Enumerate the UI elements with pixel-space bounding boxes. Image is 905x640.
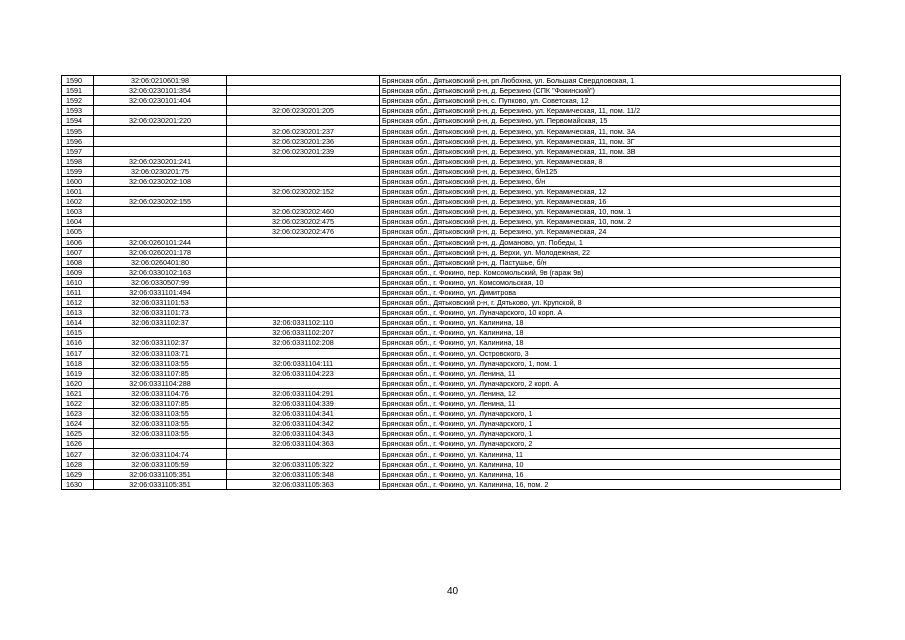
row-number-cell: 1597 bbox=[62, 146, 94, 156]
land-cadastral-number-cell: 32:06:0331103:55 bbox=[94, 358, 227, 368]
address-cell: Брянская обл., г. Фокино, ул. Ленина, 11 bbox=[380, 399, 841, 409]
building-cadastral-number-cell bbox=[227, 247, 380, 257]
table-row bbox=[62, 106, 841, 116]
land-cadastral-number-cell: 32:06:0331101:73 bbox=[94, 308, 227, 318]
land-cadastral-number-cell: 32:06:0331103:55 bbox=[94, 419, 227, 429]
address-cell: Брянская обл., Дятьковский р-н, д. Березино, ул. Керамическая, 24 bbox=[380, 227, 841, 237]
table-row bbox=[62, 96, 841, 106]
building-cadastral-number-cell bbox=[227, 257, 380, 267]
table-row bbox=[62, 247, 841, 257]
row-number-cell: 1626 bbox=[62, 439, 94, 449]
land-cadastral-number-cell: 32:06:0331107:85 bbox=[94, 368, 227, 378]
table-row bbox=[62, 399, 841, 409]
table-row bbox=[62, 388, 841, 398]
address-cell: Брянская обл., г. Фокино, ул. Луначарского, 2 bbox=[380, 439, 841, 449]
address-cell: Брянская обл., Дятьковский р-н, д. Березино, б/н bbox=[380, 176, 841, 186]
row-number-cell: 1591 bbox=[62, 86, 94, 96]
row-number-cell: 1629 bbox=[62, 469, 94, 479]
land-cadastral-number-cell: 32:06:0230202:108 bbox=[94, 176, 227, 186]
land-cadastral-number-cell: 32:06:0331105:59 bbox=[94, 459, 227, 469]
land-cadastral-number-cell: 32:06:0210601:98 bbox=[94, 76, 227, 86]
building-cadastral-number-cell: 32:06:0331105:363 bbox=[227, 479, 380, 489]
row-number-cell: 1607 bbox=[62, 247, 94, 257]
land-cadastral-number-cell: 32:06:0330507:99 bbox=[94, 277, 227, 287]
building-cadastral-number-cell: 32:06:0331104:343 bbox=[227, 429, 380, 439]
table-row bbox=[62, 86, 841, 96]
land-cadastral-number-cell: 32:06:0230101:404 bbox=[94, 96, 227, 106]
land-cadastral-number-cell: 32:06:0230202:155 bbox=[94, 197, 227, 207]
building-cadastral-number-cell: 32:06:0331102:208 bbox=[227, 338, 380, 348]
row-number-cell: 1606 bbox=[62, 237, 94, 247]
building-cadastral-number-cell: 32:06:0331104:341 bbox=[227, 409, 380, 419]
land-cadastral-number-cell: 32:06:0230201:75 bbox=[94, 166, 227, 176]
land-cadastral-number-cell bbox=[94, 106, 227, 116]
table-row bbox=[62, 217, 841, 227]
address-cell: Брянская обл., Дятьковский р-н, д. Березино (СПК "Фокинский") bbox=[380, 86, 841, 96]
land-cadastral-number-cell: 32:06:0331104:74 bbox=[94, 449, 227, 459]
table-row bbox=[62, 328, 841, 338]
table-row bbox=[62, 136, 841, 146]
building-cadastral-number-cell: 32:06:0331104:291 bbox=[227, 388, 380, 398]
table-row bbox=[62, 176, 841, 186]
address-cell: Брянская обл., Дятьковский р-н, д. Березино, ул. Керамическая, 10, пом. 2 bbox=[380, 217, 841, 227]
address-cell: Брянская обл., г. Фокино, ул. Ленина, 11 bbox=[380, 368, 841, 378]
table-row bbox=[62, 378, 841, 388]
table-row bbox=[62, 449, 841, 459]
address-cell: Брянская обл., Дятьковский р-н, д. Березино, б/н125 bbox=[380, 166, 841, 176]
row-number-cell: 1600 bbox=[62, 176, 94, 186]
row-number-cell: 1630 bbox=[62, 479, 94, 489]
land-cadastral-number-cell: 32:06:0330102:163 bbox=[94, 267, 227, 277]
land-cadastral-number-cell: 32:06:0331103:71 bbox=[94, 348, 227, 358]
land-cadastral-number-cell: 32:06:0331105:351 bbox=[94, 479, 227, 489]
table-row bbox=[62, 469, 841, 479]
land-cadastral-number-cell bbox=[94, 136, 227, 146]
building-cadastral-number-cell bbox=[227, 378, 380, 388]
land-cadastral-number-cell bbox=[94, 146, 227, 156]
land-cadastral-number-cell bbox=[94, 227, 227, 237]
address-cell: Брянская обл., г. Фокино, ул. Луначарского, 1 bbox=[380, 429, 841, 439]
table-row bbox=[62, 187, 841, 197]
building-cadastral-number-cell: 32:06:0331104:342 bbox=[227, 419, 380, 429]
table-row bbox=[62, 267, 841, 277]
table-row bbox=[62, 459, 841, 469]
address-cell: Брянская обл., г. Фокино, ул. Калинина, 18 bbox=[380, 338, 841, 348]
land-cadastral-number-cell: 32:06:0331107:85 bbox=[94, 399, 227, 409]
row-number-cell: 1595 bbox=[62, 126, 94, 136]
table-row bbox=[62, 76, 841, 86]
table-row bbox=[62, 368, 841, 378]
address-cell: Брянская обл., г. Фокино, ул. Ленина, 12 bbox=[380, 388, 841, 398]
building-cadastral-number-cell bbox=[227, 237, 380, 247]
row-number-cell: 1602 bbox=[62, 197, 94, 207]
building-cadastral-number-cell: 32:06:0230201:205 bbox=[227, 106, 380, 116]
address-cell: Брянская обл., Дятьковский р-н, д. Березино, ул. Керамическая, 12 bbox=[380, 187, 841, 197]
table-row bbox=[62, 146, 841, 156]
row-number-cell: 1608 bbox=[62, 257, 94, 267]
building-cadastral-number-cell bbox=[227, 449, 380, 459]
land-cadastral-number-cell: 32:06:0331102:37 bbox=[94, 338, 227, 348]
land-cadastral-number-cell: 32:06:0331101:494 bbox=[94, 287, 227, 297]
address-cell: Брянская обл., Дятьковский р-н, д. Березино, ул. Керамическая, 11, пом. 11/2 bbox=[380, 106, 841, 116]
building-cadastral-number-cell: 32:06:0230201:239 bbox=[227, 146, 380, 156]
row-number-cell: 1627 bbox=[62, 449, 94, 459]
building-cadastral-number-cell bbox=[227, 76, 380, 86]
address-cell: Брянская обл., г. Фокино, ул. Калинина, 18 bbox=[380, 318, 841, 328]
table-row bbox=[62, 358, 841, 368]
address-cell: Брянская обл., г. Фокино, пер. Комсомольский, 9в (гараж 9в) bbox=[380, 267, 841, 277]
table-row bbox=[62, 227, 841, 237]
building-cadastral-number-cell bbox=[227, 277, 380, 287]
row-number-cell: 1628 bbox=[62, 459, 94, 469]
row-number-cell: 1604 bbox=[62, 217, 94, 227]
address-cell: Брянская обл., г. Фокино, ул. Калинина, 16 bbox=[380, 469, 841, 479]
land-cadastral-number-cell: 32:06:0331105:351 bbox=[94, 469, 227, 479]
table-row bbox=[62, 166, 841, 176]
table-row bbox=[62, 237, 841, 247]
row-number-cell: 1596 bbox=[62, 136, 94, 146]
address-cell: Брянская обл., г. Фокино, ул. Димитрова bbox=[380, 287, 841, 297]
building-cadastral-number-cell bbox=[227, 287, 380, 297]
land-cadastral-number-cell bbox=[94, 217, 227, 227]
building-cadastral-number-cell bbox=[227, 96, 380, 106]
row-number-cell: 1619 bbox=[62, 368, 94, 378]
table-row bbox=[62, 156, 841, 166]
land-cadastral-number-cell bbox=[94, 328, 227, 338]
table-row bbox=[62, 308, 841, 318]
table-row bbox=[62, 126, 841, 136]
row-number-cell: 1625 bbox=[62, 429, 94, 439]
row-number-cell: 1620 bbox=[62, 378, 94, 388]
building-cadastral-number-cell bbox=[227, 166, 380, 176]
address-cell: Брянская обл., Дятьковский р-н, д. Пастушье, б/н bbox=[380, 257, 841, 267]
address-cell: Брянская обл., Дятьковский р-н, рп Любохна, ул. Большая Свердловская, 1 bbox=[380, 76, 841, 86]
row-number-cell: 1599 bbox=[62, 166, 94, 176]
address-cell: Брянская обл., г. Фокино, ул. Луначарского, 1, пом. 1 bbox=[380, 358, 841, 368]
building-cadastral-number-cell bbox=[227, 267, 380, 277]
building-cadastral-number-cell bbox=[227, 116, 380, 126]
table-row bbox=[62, 439, 841, 449]
land-cadastral-number-cell: 32:06:0230201:241 bbox=[94, 156, 227, 166]
address-cell: Брянская обл., г. Фокино, ул. Островского, 3 bbox=[380, 348, 841, 358]
land-cadastral-number-cell: 32:06:0331103:55 bbox=[94, 409, 227, 419]
row-number-cell: 1594 bbox=[62, 116, 94, 126]
table-row bbox=[62, 348, 841, 358]
address-cell: Брянская обл., Дятьковский р-н, д. Березино, ул. Керамическая, 16 bbox=[380, 197, 841, 207]
building-cadastral-number-cell bbox=[227, 156, 380, 166]
table-row bbox=[62, 298, 841, 308]
address-cell: Брянская обл., Дятьковский р-н, д. Доманово, ул. Победы, 1 bbox=[380, 237, 841, 247]
row-number-cell: 1612 bbox=[62, 298, 94, 308]
row-number-cell: 1593 bbox=[62, 106, 94, 116]
row-number-cell: 1622 bbox=[62, 399, 94, 409]
building-cadastral-number-cell: 32:06:0331104:111 bbox=[227, 358, 380, 368]
table-row bbox=[62, 116, 841, 126]
row-number-cell: 1609 bbox=[62, 267, 94, 277]
address-cell: Брянская обл., Дятьковский р-н, д. Березино, ул. Керамическая, 10, пом. 1 bbox=[380, 207, 841, 217]
page-number: 40 bbox=[446, 586, 459, 597]
building-cadastral-number-cell: 32:06:0230202:475 bbox=[227, 217, 380, 227]
land-cadastral-number-cell: 32:06:0260401:80 bbox=[94, 257, 227, 267]
row-number-cell: 1592 bbox=[62, 96, 94, 106]
land-cadastral-number-cell: 32:06:0331101:53 bbox=[94, 298, 227, 308]
row-number-cell: 1605 bbox=[62, 227, 94, 237]
address-cell: Брянская обл., г. Фокино, ул. Луначарского, 2 корп. А bbox=[380, 378, 841, 388]
row-number-cell: 1623 bbox=[62, 409, 94, 419]
address-cell: Брянская обл., г. Фокино, ул. Луначарского, 1 bbox=[380, 419, 841, 429]
address-cell: Брянская обл., г. Фокино, ул. Комсомольская, 10 bbox=[380, 277, 841, 287]
building-cadastral-number-cell: 32:06:0331104:223 bbox=[227, 368, 380, 378]
address-cell: Брянская обл., г. Фокино, ул. Луначарского, 1 bbox=[380, 409, 841, 419]
land-cadastral-number-cell bbox=[94, 126, 227, 136]
table-row bbox=[62, 429, 841, 439]
building-cadastral-number-cell: 32:06:0331102:207 bbox=[227, 328, 380, 338]
land-cadastral-number-cell bbox=[94, 187, 227, 197]
building-cadastral-number-cell: 32:06:0230201:236 bbox=[227, 136, 380, 146]
land-cadastral-number-cell: 32:06:0260201:178 bbox=[94, 247, 227, 257]
row-number-cell: 1601 bbox=[62, 187, 94, 197]
land-cadastral-number-cell: 32:06:0230101:354 bbox=[94, 86, 227, 96]
land-cadastral-number-cell: 32:06:0331102:37 bbox=[94, 318, 227, 328]
address-cell: Брянская обл., Дятьковский р-н, с. Пупково, ул. Советская, 12 bbox=[380, 96, 841, 106]
row-number-cell: 1590 bbox=[62, 76, 94, 86]
property-registry-table bbox=[61, 75, 841, 490]
address-cell: Брянская обл., г. Фокино, ул. Калинина, 10 bbox=[380, 459, 841, 469]
address-cell: Брянская обл., Дятьковский р-н, д. Березино, ул. Керамическая, 11, пом. 3Г bbox=[380, 136, 841, 146]
table-row bbox=[62, 419, 841, 429]
address-cell: Брянская обл., г. Фокино, ул. Калинина, 16, пом. 2 bbox=[380, 479, 841, 489]
address-cell: Брянская обл., Дятьковский р-н, д. Верхи, ул. Молодежная, 22 bbox=[380, 247, 841, 257]
row-number-cell: 1615 bbox=[62, 328, 94, 338]
row-number-cell: 1624 bbox=[62, 419, 94, 429]
address-cell: Брянская обл., Дятьковский р-н, д. Березино, ул. Первомайская, 15 bbox=[380, 116, 841, 126]
table-row bbox=[62, 479, 841, 489]
table-row bbox=[62, 409, 841, 419]
address-cell: Брянская обл., Дятьковский р-н, д. Березино, ул. Керамическая, 11, пом. 3А bbox=[380, 126, 841, 136]
row-number-cell: 1611 bbox=[62, 287, 94, 297]
row-number-cell: 1603 bbox=[62, 207, 94, 217]
building-cadastral-number-cell: 32:06:0331104:339 bbox=[227, 399, 380, 409]
land-cadastral-number-cell: 32:06:0331104:288 bbox=[94, 378, 227, 388]
table-row bbox=[62, 257, 841, 267]
building-cadastral-number-cell: 32:06:0331105:348 bbox=[227, 469, 380, 479]
address-cell: Брянская обл., Дятьковский р-н, г. Дятьково, ул. Крупской, 8 bbox=[380, 298, 841, 308]
building-cadastral-number-cell bbox=[227, 197, 380, 207]
row-number-cell: 1618 bbox=[62, 358, 94, 368]
building-cadastral-number-cell: 32:06:0331102:110 bbox=[227, 318, 380, 328]
address-cell: Брянская обл., Дятьковский р-н, д. Березино, ул. Керамическая, 11, пом. 3В bbox=[380, 146, 841, 156]
address-cell: Брянская обл., г. Фокино, ул. Калинина, 11 bbox=[380, 449, 841, 459]
building-cadastral-number-cell: 32:06:0230202:152 bbox=[227, 187, 380, 197]
row-number-cell: 1598 bbox=[62, 156, 94, 166]
land-cadastral-number-cell: 32:06:0331104:76 bbox=[94, 388, 227, 398]
building-cadastral-number-cell: 32:06:0230202:460 bbox=[227, 207, 380, 217]
row-number-cell: 1616 bbox=[62, 338, 94, 348]
land-cadastral-number-cell bbox=[94, 207, 227, 217]
building-cadastral-number-cell bbox=[227, 348, 380, 358]
table-row bbox=[62, 277, 841, 287]
address-cell: Брянская обл., г. Фокино, ул. Луначарского, 10 корп. А bbox=[380, 308, 841, 318]
building-cadastral-number-cell: 32:06:0230201:237 bbox=[227, 126, 380, 136]
row-number-cell: 1617 bbox=[62, 348, 94, 358]
building-cadastral-number-cell: 32:06:0230202:476 bbox=[227, 227, 380, 237]
building-cadastral-number-cell: 32:06:0331104:363 bbox=[227, 439, 380, 449]
row-number-cell: 1610 bbox=[62, 277, 94, 287]
land-cadastral-number-cell: 32:06:0230201:220 bbox=[94, 116, 227, 126]
building-cadastral-number-cell: 32:06:0331105:322 bbox=[227, 459, 380, 469]
registry-table-body bbox=[62, 76, 841, 490]
row-number-cell: 1613 bbox=[62, 308, 94, 318]
building-cadastral-number-cell bbox=[227, 176, 380, 186]
address-cell: Брянская обл., Дятьковский р-н, д. Березино, ул. Керамическая, 8 bbox=[380, 156, 841, 166]
building-cadastral-number-cell bbox=[227, 298, 380, 308]
address-cell: Брянская обл., г. Фокино, ул. Калинина, 18 bbox=[380, 328, 841, 338]
land-cadastral-number-cell: 32:06:0331103:55 bbox=[94, 429, 227, 439]
building-cadastral-number-cell bbox=[227, 308, 380, 318]
table-row bbox=[62, 338, 841, 348]
land-cadastral-number-cell bbox=[94, 439, 227, 449]
table-row bbox=[62, 207, 841, 217]
row-number-cell: 1614 bbox=[62, 318, 94, 328]
land-cadastral-number-cell: 32:06:0260101:244 bbox=[94, 237, 227, 247]
table-row bbox=[62, 287, 841, 297]
building-cadastral-number-cell bbox=[227, 86, 380, 96]
row-number-cell: 1621 bbox=[62, 388, 94, 398]
table-row bbox=[62, 318, 841, 328]
table-row bbox=[62, 197, 841, 207]
